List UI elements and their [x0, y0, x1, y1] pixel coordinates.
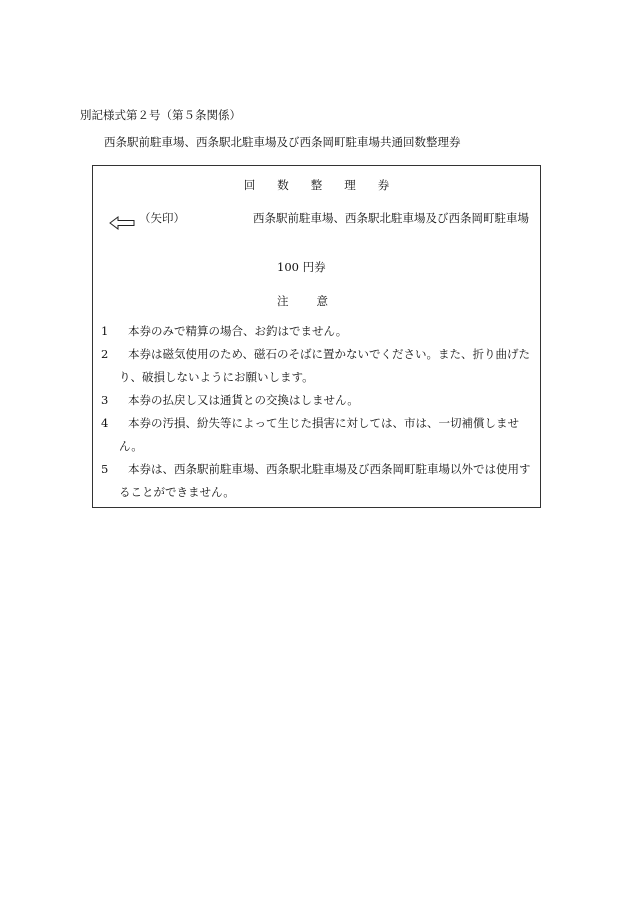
notice-item: [101, 458, 537, 504]
document-title: 西条駅前駐車場、西条駅北駐車場及び西条岡町駐車場共通回数整理券: [104, 135, 461, 149]
notice-text: 本券のみで精算の場合、お釣はでません。: [128, 324, 348, 338]
notice-number: 2: [101, 347, 109, 361]
left-arrow-icon: [109, 216, 135, 230]
notice-heading: 注意: [277, 294, 356, 308]
ticket-amount: 100 円券: [277, 260, 326, 274]
notice-list: [101, 320, 537, 504]
notice-number: 3: [101, 393, 109, 407]
notice-item: [101, 412, 537, 458]
notice-item: [101, 343, 537, 389]
parking-names: 西条駅前駐車場、西条駅北駐車場及び西条岡町駐車場: [253, 211, 529, 225]
notice-item: [101, 320, 537, 343]
notice-number: 1: [101, 324, 109, 338]
notice-number: 5: [101, 462, 109, 476]
notice-number: 4: [101, 416, 109, 430]
notice-text: 本券は磁気使用のため、磁石のそばに置かないでください。また、折り曲げたり、破損しないようにお願いします。: [119, 347, 531, 384]
form-label: 別記様式第２号（第５条関係）: [80, 108, 241, 122]
ticket-box: [92, 165, 541, 508]
ticket-heading: 回数整理券: [243, 178, 412, 192]
arrow-label: （矢印）: [139, 211, 185, 225]
notice-text: 本券の払戻し又は通貨との交換はしません。: [128, 393, 359, 407]
notice-item: [101, 389, 537, 412]
notice-text: 本券の汚損、紛失等によって生じた損害に対しては、市は、一切補償しません。: [119, 416, 519, 453]
notice-text: 本券は、西条駅前駐車場、西条駅北駐車場及び西条岡町駐車場以外では使用することができません。: [119, 462, 531, 499]
